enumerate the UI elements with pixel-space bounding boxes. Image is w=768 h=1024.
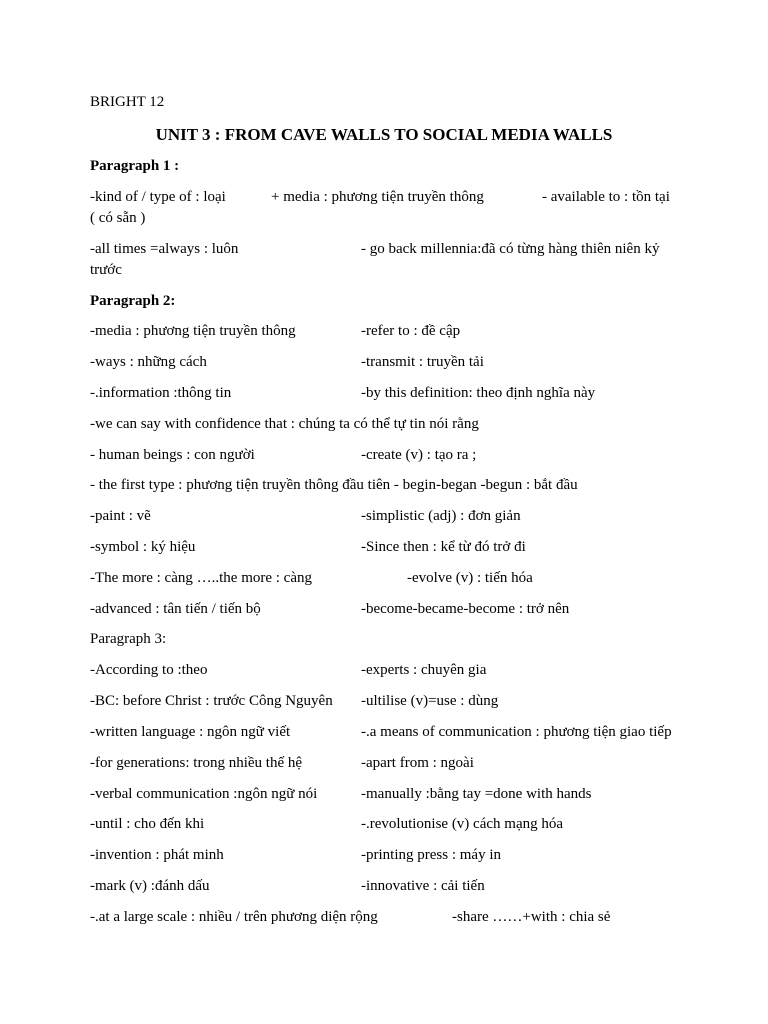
vocab-item: -invention : phát minh	[90, 847, 224, 863]
vocab-item: -manually :bằng tay =done with hands	[361, 786, 592, 802]
paragraph-2-heading: Paragraph 2:	[90, 293, 176, 309]
vocab-item: -we can say with confidence that : chúng ta có thể tự tin nói rằng	[90, 416, 479, 432]
vocab-item: -.at a large scale : nhiều / trên phương diện rộng	[90, 909, 378, 925]
vocab-item: -share ……+with : chia sẻ	[452, 909, 611, 925]
vocab-item: -advanced : tân tiến / tiến bộ	[90, 601, 261, 617]
vocab-item: - available to : tồn tại	[542, 189, 670, 205]
vocab-item: -for generations: trong nhiều thế hệ	[90, 755, 303, 771]
vocab-item-continuation: trước	[90, 262, 122, 278]
vocab-item: - go back millennia:đã có từng hàng thiên niên kỷ	[361, 241, 660, 257]
vocab-item: -apart from : ngoài	[361, 755, 474, 771]
paragraph-3-heading: Paragraph 3:	[90, 631, 167, 647]
vocab-item: -According to :theo	[90, 662, 208, 678]
vocab-item: -ways : những cách	[90, 354, 207, 370]
vocab-item: -.a means of communication : phương tiện giao tiếp	[361, 724, 672, 740]
vocab-item: -evolve (v) : tiến hóa	[407, 570, 533, 586]
vocab-item: -become-became-become : trở nên	[361, 601, 570, 617]
vocab-item: -all times =always : luôn	[90, 241, 239, 257]
vocab-item: -printing press : máy in	[361, 847, 501, 863]
vocab-item: -refer to : đề cập	[361, 323, 461, 339]
vocab-item: -media : phương tiện truyền thông	[90, 323, 296, 339]
vocab-item: -simplistic (adj) : đơn giản	[361, 508, 521, 524]
vocab-item: -kind of / type of : loại	[90, 189, 226, 205]
vocab-item: - the first type : phương tiện truyền thông đầu tiên - begin-began -begun : bắt đầu	[90, 477, 578, 493]
vocab-item: -paint : vẽ	[90, 508, 151, 524]
header-text: BRIGHT 12	[90, 94, 165, 110]
vocab-item: -.information :thông tin	[90, 385, 232, 401]
vocab-item: -until : cho đến khi	[90, 816, 205, 832]
vocab-item: -experts : chuyên gia	[361, 662, 487, 678]
vocab-item: -Since then : kể từ đó trở đi	[361, 539, 526, 555]
vocab-item: - human beings : con người	[90, 447, 255, 463]
vocab-item: -innovative : cải tiến	[361, 878, 485, 894]
page-title: UNIT 3 : FROM CAVE WALLS TO SOCIAL MEDIA WALLS	[155, 125, 613, 144]
vocab-item: -BC: before Christ : trước Công Nguyên	[90, 693, 333, 709]
vocab-item: -create (v) : tạo ra ;	[361, 447, 477, 463]
vocab-item: -written language : ngôn ngữ viết	[90, 724, 291, 740]
vocab-item: -verbal communication :ngôn ngữ nói	[90, 786, 318, 802]
vocab-item: -The more : càng …..the more : càng	[90, 570, 312, 586]
vocab-item: -mark (v) :đánh dấu	[90, 878, 210, 894]
vocab-item: -by this definition: theo định nghĩa này	[361, 385, 596, 401]
vocab-item: -.revolutionise (v) cách mạng hóa	[361, 816, 564, 832]
vocab-item: -ultilise (v)=use : dùng	[361, 693, 499, 709]
vocab-item: -transmit : truyền tải	[361, 354, 484, 370]
vocab-item: -symbol : ký hiệu	[90, 539, 196, 555]
paragraph-1-heading: Paragraph 1 :	[90, 158, 180, 174]
vocab-item: + media : phương tiện truyền thông	[271, 189, 484, 205]
vocab-item-continuation: ( có sẵn )	[90, 210, 146, 226]
